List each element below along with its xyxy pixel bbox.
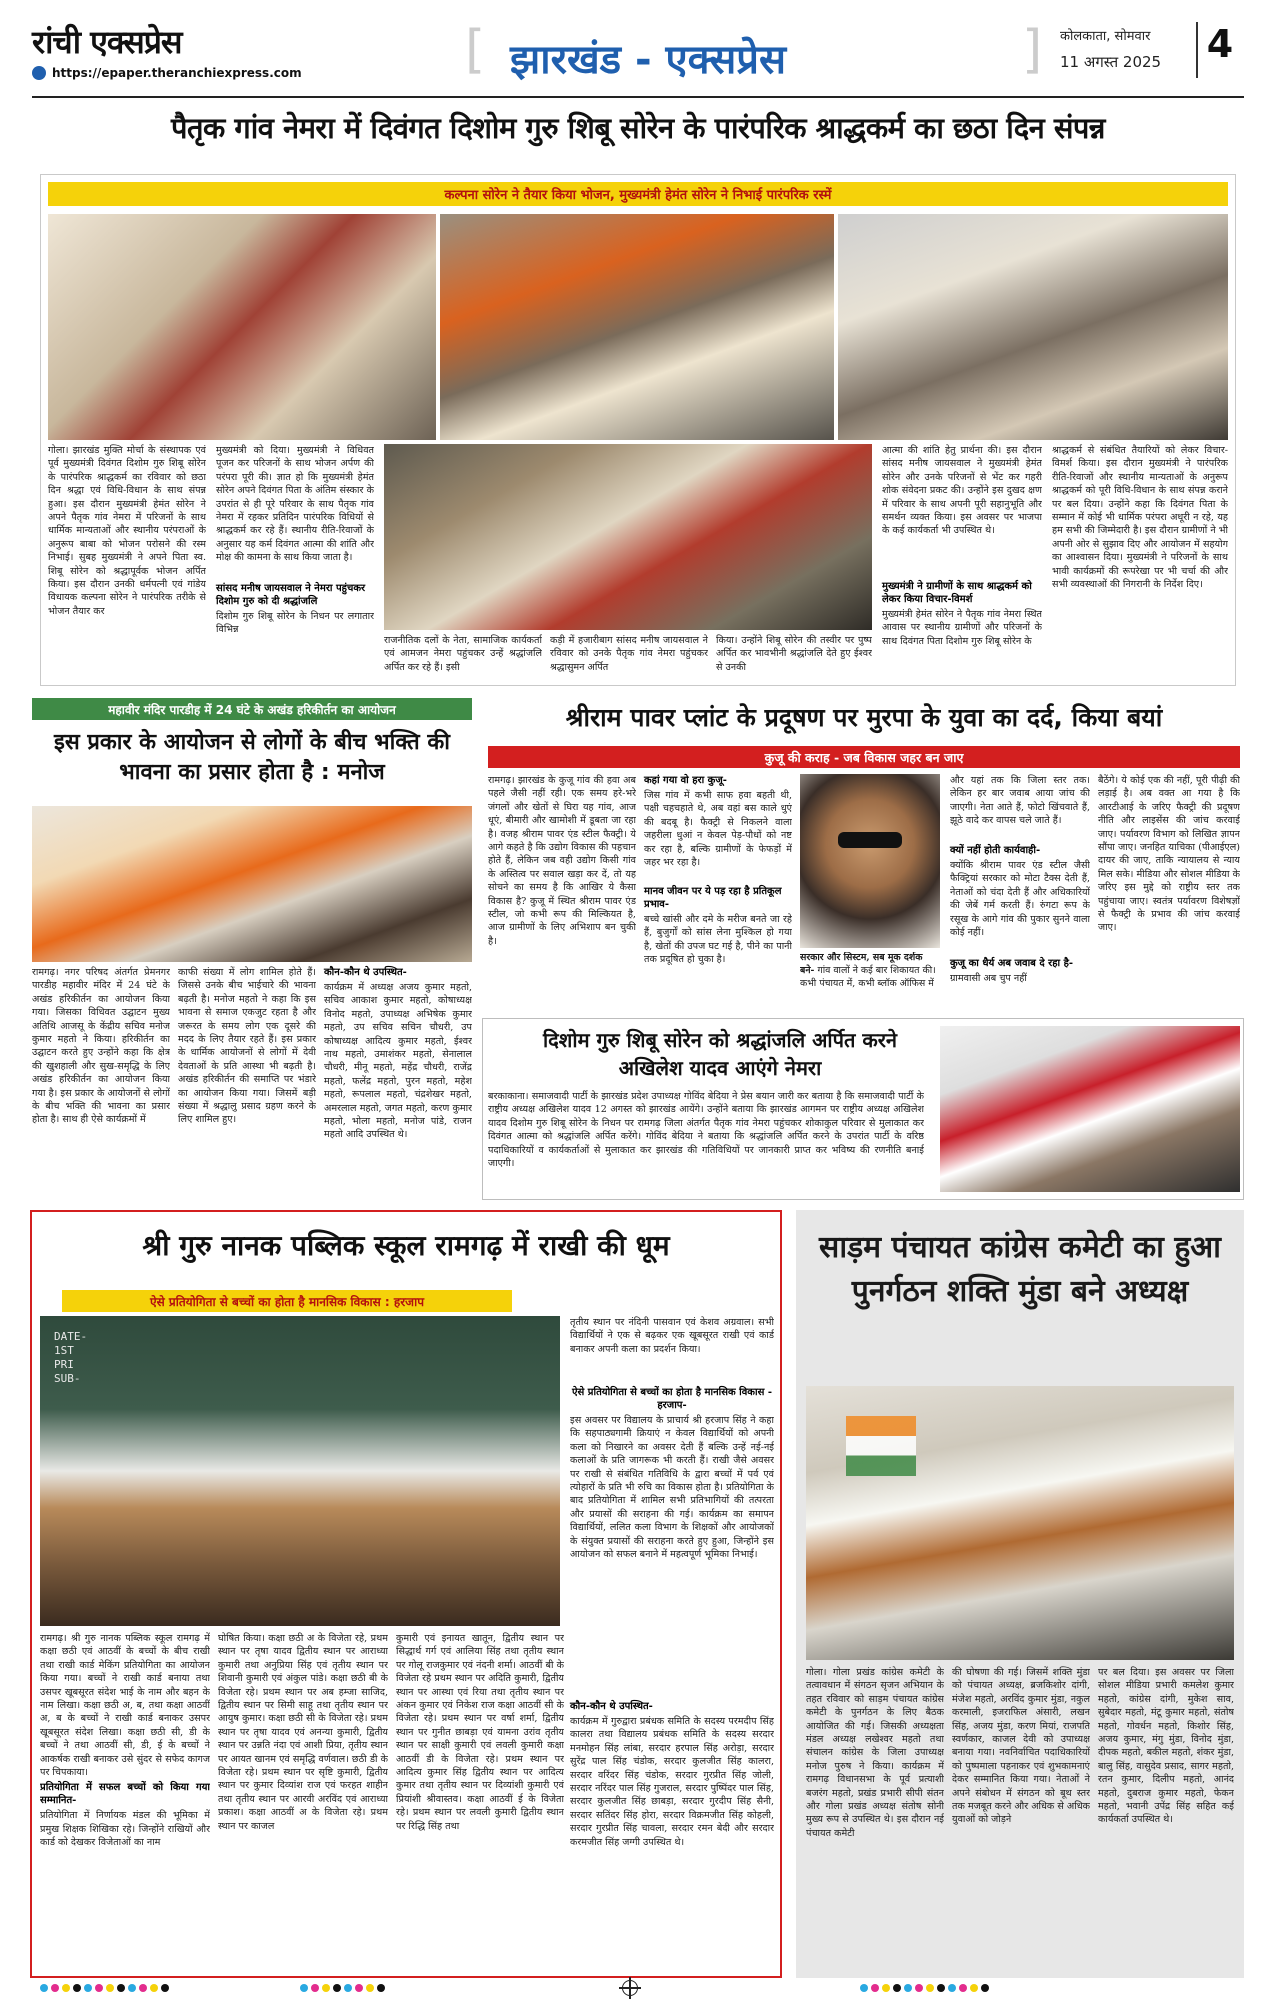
masthead-rule <box>32 96 1244 98</box>
shriram-portrait <box>800 774 940 948</box>
globe-icon <box>32 66 46 80</box>
lead-col-6b-text: मुख्यमंत्री हेमंत सोरेन ने पैतृक गांव नेमरा स्थित आवास पर स्थानीय ग्रामीणों और परिजनों के साथ दिवंगत पिता दिशोम गुरु शिबू सोरेन के <box>882 609 1042 647</box>
shriram-col-3b-text: क्योंकि श्रीराम पावर एंड स्टील जैसी फैक्ट्रियां सरकार को मोटा टैक्स देती हैं, नेताओं को चंदा देती हैं और अधिकारियों की जेबें गर्म करती हैं। रुंगटा रूप के रसूख के आगे गांव की पुकार सुनने वाला कोई नहीं। <box>950 860 1090 939</box>
blackboard-text: DATE- 1ST PRI SUB- <box>54 1330 88 1385</box>
party-flag-shape <box>846 1416 916 1476</box>
registration-marks-right <box>860 1984 989 1992</box>
shriram-col-1: रामगढ़। झारखंड के कुजू गांव की हवा अब पहले जैसी नहीं रही। एक समय हरे-भरे जंगलों और खेतों से घिरा यह गांव, आज धूएं, बीमारी और खामोशी में डूबता जा रहा है। वजह श्रीराम पावर एंड स्टील फैक्ट्री। ये आगे कहते है कि उद्योग विकास की पहचान होते हैं, लेकिन जब वही उद्योग किसी गांव के अस्तित्व पर सवाल खड़ा कर दें, तो यह सोचने का समय है कि आखिर ये कैसा विकास है? कुजू में स्थित श्रीराम पावर एंड स्टील, जो कभी रूप की मिल्कियत है, आज ग्रामीणों के लिए अभिशाप बन चुकी है। <box>488 775 636 947</box>
sadam-photo <box>806 1386 1234 1660</box>
sadam-col-3: पर बल दिया। इस अवसर पर जिला सोशल मीडिया प्रभारी कमलेश कुमार महतो, कांग्रेस दांगी, मुकेश साव, सुबेदार महतो, मंटू कुमार महतो, संतोष महतो, गोवर्धन महतो, किशोर सिंह, अजय कुमार, मंगु मुंडा, विनोद मुंडा, दीपक महतो, बकील महतो, शंकर मुंडा, बालु सिंह, वासुदेव प्रसाद, सागर महतो, रतन कुमार, दिलीप महतो, आनंद महतो, दुबराज कुमार महतो, फेकन महतो, भवानी उपेंद्र सिंह सहित कई कार्यकर्ता उपस्थित थे। <box>1098 1667 1234 1826</box>
shriram-strap-text: कुजू की कराह - जब विकास जहर बन जाए <box>764 749 964 765</box>
mahavir-col-3-text: कार्यक्रम में अध्यक्ष अजय कुमार महतो, सचिव आकाश कुमार महतो, कोषाध्यक्ष विनोद महतो, उपाध्यक्ष अभिषेक कुमार महतो, उप सचिव सचिन चौधरी, उप कोषाध्यक्ष आदित्य कुमार महतो, ईश्वर नाथ महतो, उमाशंकर महतो, सेनालाल चौधरी, मीनू महतो, महेंद्र चौधरी, राजेंद्र महतो, फलेंद्र महतो, पुरन महतो, महेश महतो, रूपलाल महतो, चंद्रशेखर महतो, अमरलाल महतो, जगत महतो, करण कुमार महतो, भोला महतो, मनोज पांडे, राजन महतो आदि उपस्थित थे। <box>324 982 472 1141</box>
shriram-col-2-subhead: कहां गया वो हरा कुजू- <box>644 775 727 786</box>
shriram-caption-bold: सरकार और सिस्टम, सब मूक दर्शक बने- <box>800 952 923 976</box>
mahavir-col-2: काफी संख्या में लोग शामिल होते हैं। जिससे उनके बीच भाईचारे की भावना बढ़ती है। मनोज महतो ने कहा कि इस भावना से समाज एकजुट रहता है और जरूरत के समय लोग एक दूसरे की मदद के लिए तैयार रहते हैं। इस प्रकार के धार्मिक आयोजनों से लोगों में देवी देवताओं के प्रति आस्था भी बढ़ती है। अखंड हरिकीर्तन की समाप्ति पर भंडारे का आयोजन किया गया। जिसमें बड़ी संख्या में श्रद्धालु प्रसाद ग्रहण करने के लिए शामिल हुए। <box>178 967 316 1126</box>
epaper-url[interactable]: https://epaper.theranchiexpress.com <box>52 66 302 80</box>
registration-marks-left <box>40 1984 169 1992</box>
lead-strap-text: कल्पना सोरेन ने तैयार किया भोजन, मुख्यमंत्री हेमंत सोरेन ने निभाई पारंपरिक रस्में <box>444 188 832 203</box>
section-bracket-right: ] <box>1022 20 1043 80</box>
school-col-1 <box>40 1632 210 1966</box>
registration-marks-mid <box>300 1984 385 1992</box>
shriram-col-2-text: जिस गांव में कभी साफ हवा बहती थी, पक्षी चहचहाते थे, अब वहां बस काले धुएं की बदबू है। फैक्ट्री से निकलने वाला जहरीला धुआं न केवल पेड़-पौधों को नष्ट कर रहा है, बल्कि ग्रामीणों के फेफड़ों में जहर भर रहा है। <box>644 790 792 869</box>
shriram-col-2b-text: बच्चे खांसी और दमे के मरीज बनते जा रहे हैं, बुजुर्गों को सांस लेना मुश्किल हो गया है, खेतों की उपज घट गई है, पीने का पानी तक प्रदूषित हो चुका है। <box>644 914 792 966</box>
mahavir-col-3-subhead: कौन-कौन थे उपस्थित- <box>324 967 407 978</box>
mahavir-col-3 <box>324 966 472 1186</box>
lead-col-2-text: मुख्यमंत्री को दिया। मुख्यमंत्री ने विधिवत पूजन कर परिजनों के साथ भोजन अर्पण की परंपरा पूरी की। ज्ञात हो कि मुख्यमंत्री हेमंत सोरेन अपने दिवंगत पिता के अंतिम संस्कार के उपरांत से ही पूरे परिवार के साथ पैतृक गांव नेमरा में रहकर प्रतिदिन पारंपरिक विधियों से श्राद्धकर्म कर रहे हैं। स्थानीय रीति-रिवाजों के अनुसार यह कर्म दिवंगत आत्मा की शांति और मोक्ष की कामना के साथ किया जाता है। <box>216 445 374 564</box>
lead-col-2-subhead: सांसद मनीष जायसवाल ने नेमरा पहुंचकर दिशोम गुरु को दी श्रद्धांजलि <box>216 583 366 607</box>
sadam-headline: साड़म पंचायत कांग्रेस कमेटी का हुआ पुनर्गठन शक्ति मुंडा बने अध्यक्ष <box>819 1230 1221 1309</box>
lead-col-2b-text: दिशोम गुरु शिबू सोरेन के निधन पर लगातार विभिन्न <box>216 611 374 636</box>
mahavir-strap <box>32 698 472 720</box>
shriram-photo-caption <box>800 952 940 1008</box>
brand-logo: रांची एक्सप्रेस <box>32 23 182 61</box>
dateline-city: कोलकाता, सोमवार <box>1060 29 1151 44</box>
akhilesh-headline: दिशोम गुरु शिबू सोरेन को श्रद्धांजलि अर्पित करने अखिलेश यादव आएंगे नेमरा <box>543 1028 897 1080</box>
school-right-subhead-2: कौन-कौन थे उपस्थित- <box>570 1701 653 1712</box>
dateline-date: 11 अगस्त 2025 <box>1060 53 1162 71</box>
school-col-2: घोषित किया। कक्षा छठी अ के विजेता रहे, प्रथम स्थान पर तृषा यादव द्वितीय स्थान पर आराध्या कुमारी तथा अनुप्रिया सिंह एवं तृतीय स्थान पर शिवानी कुमारी एवं अंकुल पांडे। कक्षा छठी बी के विजेता रहे। प्रथम स्थान पर अब हम्जा साजिद, द्वितीय स्थान पर सिमी साहू तथा तृतीय स्थान पर आयुष कुमार। कक्षा छठी सी के विजेता रहे। प्रथम स्थान पर तृषा यादव एवं अनन्या कुमारी, द्वितीय स्थान पर उन्नति नंदा एवं आशी प्रिया, तृतीय स्थान पर आयत खानम एवं समृद्धि वर्णवाल। छठी डी के विजेता रहे। प्रथम स्थान पर सृष्टि कुमारी, द्वितीय स्थान पर कुमार दिव्यांश राज एवं फरहत शाहीन तथा तृतीय स्थान पर आरवी अरविंद एवं आराध्या प्रकाश। कक्षा आठवीं अ के विजेता रहे। प्रथम स्थान पर काजल <box>218 1633 388 1832</box>
school-col-1-text: रामगढ़। श्री गुरु नानक पब्लिक स्कूल रामगढ़ में कक्षा छठी एवं आठवीं के बच्चों के बीच राखी तथा राखी कार्ड मेकिंग प्रतियोगिता का आयोजन किया गया। बच्चों ने राखी कार्ड बनाया तथा उसपर खूबसूरत संदेश भाई के नाम और बहन के नाम लिखा। कक्षा छठी अ, ब, तथा कक्षा आठवीं अ, ब के बच्चों ने राखी कार्ड बनाकर उसपर खूबसूरत संदेश लिखा। कक्षा छठी सी, डी के बच्चों ने तथा आठवीं सी, डी, ई के बच्चों ने आकर्षक राखी बनाकर उसे सुंदर से सफेद कागज पर चिपकाया। <box>40 1633 210 1779</box>
shriram-col-2 <box>644 774 792 1006</box>
akhilesh-box-border <box>482 1018 1244 1200</box>
mahavir-strap-text: महावीर मंदिर पारडीह में 24 घंटे के अखंड हरिकीर्तन का आयोजन <box>108 702 396 717</box>
school-right-col-text-3: कार्यक्रम में गुरुद्वारा प्रबंधक समिति के सदस्य परमदीप सिंह कालरा तथा विद्यालय प्रबंधक समिति के सदस्य सरदार मनमोहन सिंह लांबा, सरदार हरपाल सिंह अरोड़ा, सरदार सुरेंद्र पाल सिंह चंडोक, सरदार कुलजीत सिंह कालरा, सरदार वरिंदर सिंह चंडोक, सरदार गुरप्रीत सिंह जोली, सरदार नरिंदर पाल सिंह गुजराल, सरदार पुष्पिंदर पाल सिंह, सरदार कुलजीत सिंह छाबड़ा, सरदार गुरदीप सिंह सैनी, सरदार सतिंदर सिंह होरा, सरदार विक्रमजीत सिंह कोहली, सरदार गुरप्रीत सिंह चावला, सरदार रमन बेदी और सरदार करमजीत सिंह जग्गी उपस्थित थे। <box>570 1716 774 1848</box>
shriram-col-3 <box>950 774 1090 1006</box>
lead-col-7: श्राद्धकर्म से संबंधित तैयारियों को लेकर विचार-विमर्श किया। इस दौरान मुख्यमंत्री ने पारंपरिक रीति-रिवाजों और स्थानीय मान्यताओं के अनुरूप श्राद्धकर्म को पूरी विधि-विधान के साथ संपन्न कराने पर बल दिया। उन्होंने कहा कि दिवंगत पिता के सम्मान में कोई भी धार्मिक परंपरा अधूरी न रहे, यह हम सभी की जिम्मेदारी है। इस दौरान ग्रामीणों ने भी अपनी ओर से सुझाव दिए और आयोजन में सहयोग का आश्वासन दिया। मुख्यमंत्री ने परिजनों के साथ भावी कार्यक्रमों की रूपरेखा पर भी चर्चा की और सभी व्यवस्थाओं की निगरानी के निर्देश दिए। <box>1052 445 1228 591</box>
shriram-col-2-subhead-2: मानव जीवन पर ये पड़ रहा है प्रतिकूल प्रभाव- <box>644 886 782 910</box>
school-strap <box>62 1290 512 1312</box>
shriram-strap <box>488 746 1240 768</box>
school-right-col-2 <box>570 1700 774 1966</box>
mahavir-photo <box>32 806 472 962</box>
lead-box-border <box>40 174 1236 686</box>
school-right-col-text: तृतीय स्थान पर नंदिनी पासवान एवं केशव अग्रवाल। सभी विद्यार्थियों ने एक से बढ़कर एक खूबसूरत राखी एवं कार्ड बनाकर अपनी कला का प्रदर्शन किया। <box>570 1317 774 1355</box>
akhilesh-body: बरकाकाना। समाजवादी पार्टी के झारखंड प्रदेश उपाध्यक्ष गोविंद बेदिया ने प्रेस बयान जारी कर बताया है कि समाजवादी पार्टी के राष्ट्रीय अध्यक्ष अखिलेश यादव 12 अगस्त को झारखंड आयेंगे। उन्होंने बताया कि झारखंड आगमन पर राष्ट्रीय अध्यक्ष अखिलेश यादव दिशोम गुरु शिबू सोरेन के निधन पर रामगढ़ जिला अंतर्गत पैतृक गांव नेमरा पहुंचकर शोकाकुल परिवार से मुलाकात कर दिवंगत आत्मा को श्रद्धांजलि अर्पित करेंगे। गोविंद बेदिया ने बताया कि श्रद्धांजलि अर्पित करने के उपरांत पार्टी के वरिष्ठ पदाधिकारियों व कार्यकर्ताओं से मुलाकात कर झारखंड की गतिविधियों पर जानकारी प्राप्त कर भविष्य की रणनीति बनाई जाएगी। <box>488 1091 924 1170</box>
school-right-col-text-2: इस अवसर पर विद्यालय के प्राचार्य श्री हरजाप सिंह ने कहा कि सहपाठ्यगामी क्रियाएं न केवल विद्यार्थियों को अपनी कला को निखारने का अवसर देती हैं बल्कि उन्हें नई-नई कलाओं के प्रति जागरूक भी करती हैं। राखी जैसे अवसर पर राखी से संबंधित गतिविधि के द्वारा बच्चों में पर्व एवं त्योहारों के प्रति भी रुचि का विकास होता है। प्रतियोगिता के बाद प्रतियोगिता में शामिल सभी प्रतिभागियों की तत्परता और प्रयासों की सराहना की गई। कार्यक्रम का समापन विद्यार्थियों, ललित कला विभाग के शिक्षकों और आयोजकों के संयुक्त प्रयासों की सराहना करते हुए हुआ, जिन्होंने इस आयोजन को सफल बनाने में महत्वपूर्ण भूमिका निभाई। <box>570 1415 774 1561</box>
mahavir-headline: इस प्रकार के आयोजन से लोगों के बीच भक्ति की भावना का प्रसार होता है : मनोज <box>54 730 450 785</box>
lead-col-1: गोला। झारखंड मुक्ति मोर्चा के संस्थापक एवं पूर्व मुख्यमंत्री दिवंगत दिशोम गुरु शिबू सोरेन के पारंपरिक श्राद्धकर्म का रविवार को छठा दिन श्रद्धा एवं विधि-विधान के साथ संपन्न हुआ। इस दौरान मुख्यमंत्री हेमंत सोरेन ने अपने पैतृक गांव नेमरा में परिजनों के साथ धार्मिक मान्यताओं और स्थानीय परंपराओं के अनुरूप बाबा को भोजन परोसने की रस्म निभाई। सुबह मुख्यमंत्री ने अपने पिता स्व. शिबू सोरेन को श्रद्धापूर्वक भोजन अर्पित किया। इस दौरान उनकी धर्मपत्नी एवं गांडेय विधायक कल्पना सोरेन ने पारंपरिक तरीके से भोजन तैयार कर <box>48 445 206 617</box>
section-bracket-left: [ <box>465 20 486 80</box>
school-strap-text: ऐसे प्रतियोगिता से बच्चों का होता है मानसिक विकास : हरजाप <box>149 1294 425 1309</box>
section-title: झारखंड - एक्सप्रेस <box>510 37 787 83</box>
shriram-col-4: बैठेंगे। ये कोई एक की नहीं, पूरी पीढ़ी की लड़ाई है। अब वक्त आ गया है कि आरटीआई के जरिए फैक्ट्री की प्रदूषण नीति और लाइसेंस की जांच करवाई जाए। पर्यावरण विभाग को लिखित ज्ञापन सौंपा जाए। जनहित याचिका (पीआईएल) दायर की जाए, ताकि न्यायालय से न्याय मिल सके। मीडिया और सोशल मीडिया के जरिए इस मुद्दे को राष्ट्रीय स्तर तक पहुंचाया जाए। स्वतंत्र पर्यावरण विशेषज्ञों से फैक्ट्री के प्रभाव की जांच करवाई जाए। <box>1098 775 1240 934</box>
shriram-col-3-subhead-2: कुजू का धैर्य अब जवाब दे रहा है- <box>950 958 1074 969</box>
shriram-col-3-subhead: क्यों नहीं होती कार्यवाही- <box>950 845 1041 856</box>
school-photo <box>40 1316 560 1626</box>
sadam-col-1: गोला। गोला प्रखंड कांग्रेस कमेटी के तत्वावधान में संगठन सृजन अभियान के तहत रविवार को साड़म पंचायत कांग्रेस कमेटी के पुनर्गठन के लिए बैठक आयोजित की गई। जिसकी अध्यक्षता मंडल अध्यक्ष लखेश्वर महतो तथा संचालन कांग्रेस के जिला उपाध्यक्ष मनोज पुरुष ने किया। कार्यक्रम में रामगढ़ विधानसभा के पूर्व प्रत्याशी बजरंग महतो, प्रखंड प्रभारी सीपी संतन और गोला प्रखंड अध्यक्ष संतोष सोनी मुख्य रूप से उपस्थित थे। इस दौरान नई पंचायत कमेटी <box>806 1667 944 1839</box>
school-col-1b-text: प्रतियोगिता में निर्णायक मंडल की भूमिका में प्रमुख शिक्षक शिखिका रहे। जिन्होंने राखियों और कार्ड को देखकर विजेताओं का नाम <box>40 1810 210 1849</box>
school-right-subhead: ऐसे प्रतियोगिता से बच्चों का होता है मानसिक विकास - हरजाप- <box>572 1387 772 1411</box>
school-headline: श्री गुरु नानक पब्लिक स्कूल रामगढ़ में राखी की धूम <box>142 1229 670 1262</box>
lead-col-3: राजनीतिक दलों के नेता, सामाजिक कार्यकर्ता एवं आमजन नेमरा पहुंचकर उन्हें श्रद्धांजलि अर्पित कर रहे हैं। इसी <box>384 635 542 673</box>
mahavir-col-1: रामगढ़। नगर परिषद अंतर्गत प्रेमनगर पारडीह महावीर मंदिर में 24 घंटे के अखंड हरिकीर्तन का आयोजन किया गया। जिसका विधिवत उद्घाटन मुख्य अतिथि आजसू के केंद्रीय सचिव मनोज कुमार महतो ने किया। हरिकीर्तन का उद्घाटन करते हुए उन्होंने कहा कि क्षेत्र की खुशहाली और सुख-समृद्धि के लिए अखंड हरिकीर्तन का आयोजन किया गया है। इस प्रकार के आयोजनों से लोगों के बीच भक्ति की भावना का प्रसार होता है। साथ ही ऐसे कार्यक्रमों में <box>32 967 170 1126</box>
sunglasses-shape <box>838 832 902 848</box>
crosshair-icon <box>622 1980 638 1996</box>
school-col-3: कुमारी एवं इनायत खातून, द्वितीय स्थान पर सिद्धार्थ गर्ग एवं आलिया सिंह तथा तृतीय स्थान पर गोलू राजकुमार एवं नंदनी शर्मा। आठवीं बी के विजेता रहे प्रथम स्थान पर अदिति कुमारी, द्वितीय स्थान पर आस्था एवं रिया तथा तृतीय स्थान पर अंकन कुमार एवं निकेश राज कक्षा आठवीं सी के विजेता रहे। प्रथम स्थान पर वर्षा शर्मा, द्वितीय स्थान पर गुनीत छाबड़ा एवं यामना उरांव तृतीय स्थान पर साक्षी कुमारी एवं लवली कुमारी कक्षा आठवीं डी के विजेता रहे। प्रथम स्थान पर आदित्य कुमार सिंह द्वितीय स्थान पर आदित्य कुमार तथा तृतीय स्थान पर दिव्यांशी कुमारी एवं प्रियांशी श्रीवास्तव। कक्षा आठवीं ई के विजेता रहे। प्रथम स्थान पर लवली कुमारी द्वितीय स्थान पर रिद्धि सिंह तथा <box>396 1633 564 1832</box>
lead-col-5: किया। उन्होंने शिबू सोरेन की तस्वीर पर पुष्प अर्पित कर भावभीनी श्रद्धांजलि देते हुए ईश्वर से उनकी <box>716 635 872 673</box>
shriram-caption-text: गांव वालों ने कई बार शिकायत की। कभी पंचायत में, कभी ब्लॉक ऑफिस में <box>800 964 936 989</box>
sadam-col-2: की घोषणा की गई। जिसमें शक्ति मुंडा को पंचायत अध्यक्ष, ब्रजकिशोर दांगी, मंजेश महतो, अरविंद कुमार मुंडा, नकुल करमाली, इजराफिल अंसारी, लखन सिंह, अजय मुंडा, करण मियां, राजपति स्वर्णकार, काजल देवी को उपाध्यक्ष बनाया गया। नवनिर्वाचित पदाधिकारियों को पुष्पमाला पहनाकर एवं शुभकामनाएं देकर सम्मानित किया गया। नेताओं ने अपने संबोधन में संगठन को बूथ स्तर तक मजबूत करने और अधिक से अधिक युवाओं को जोड़ने <box>952 1667 1090 1826</box>
shriram-headline: श्रीराम पावर प्लांट के प्रदूषण पर मुरपा के युवा का दर्द, किया बयां <box>565 703 1163 732</box>
masthead <box>0 0 1268 96</box>
shriram-col-3c-text: ग्रामवासी अब चुप नहीं <box>950 973 1027 984</box>
lead-col-4: कड़ी में हजारीबाग सांसद मनीष जायसवाल ने रविवार को उनके पैतृक गांव नेमरा पहुंचकर श्रद्धासुमन अर्पित <box>550 635 708 673</box>
lead-col-6-text: आत्मा की शांति हेतु प्रार्थना की। इस दौरान सांसद मनीष जायसवाल ने मुख्यमंत्री हेमंत सोरेन और उनके परिजनों से भेंट कर गहरी शोक संवेदना प्रकट की। उन्होंने इस दुखद क्षण में परिवार के साथ अपनी पूरी सहानुभूति और समर्थन व्यक्त किया। इस अवसर पर भाजपा के कई कार्यकर्ता भी उपस्थित थे। <box>882 445 1042 537</box>
shriram-col-3-text: और यहां तक कि जिला स्तर तक। लेकिन हर बार जवाब आया जांच की जाएगी। नेता आते हैं, फोटो खिंचवाते हैं, झूठे वादे कर वापस चले जाते हैं। <box>950 775 1090 827</box>
school-col-1-subhead: प्रतियोगिता में सफल बच्चों को किया गया सम्मानित- <box>40 1782 210 1807</box>
school-right-col <box>570 1316 774 1696</box>
page-number: 4 <box>1196 22 1242 78</box>
lead-col-6-subhead: मुख्यमंत्री ने ग्रामीणों के साथ श्राद्धकर्म को लेकर किया विचार-विमर्श <box>882 581 1032 605</box>
lead-headline: पैतृक गांव नेमरा में दिवंगत दिशोम गुरु शिबू सोरेन के पारंपरिक श्राद्धकर्म का छठा दिन संपन्न <box>171 111 1105 145</box>
